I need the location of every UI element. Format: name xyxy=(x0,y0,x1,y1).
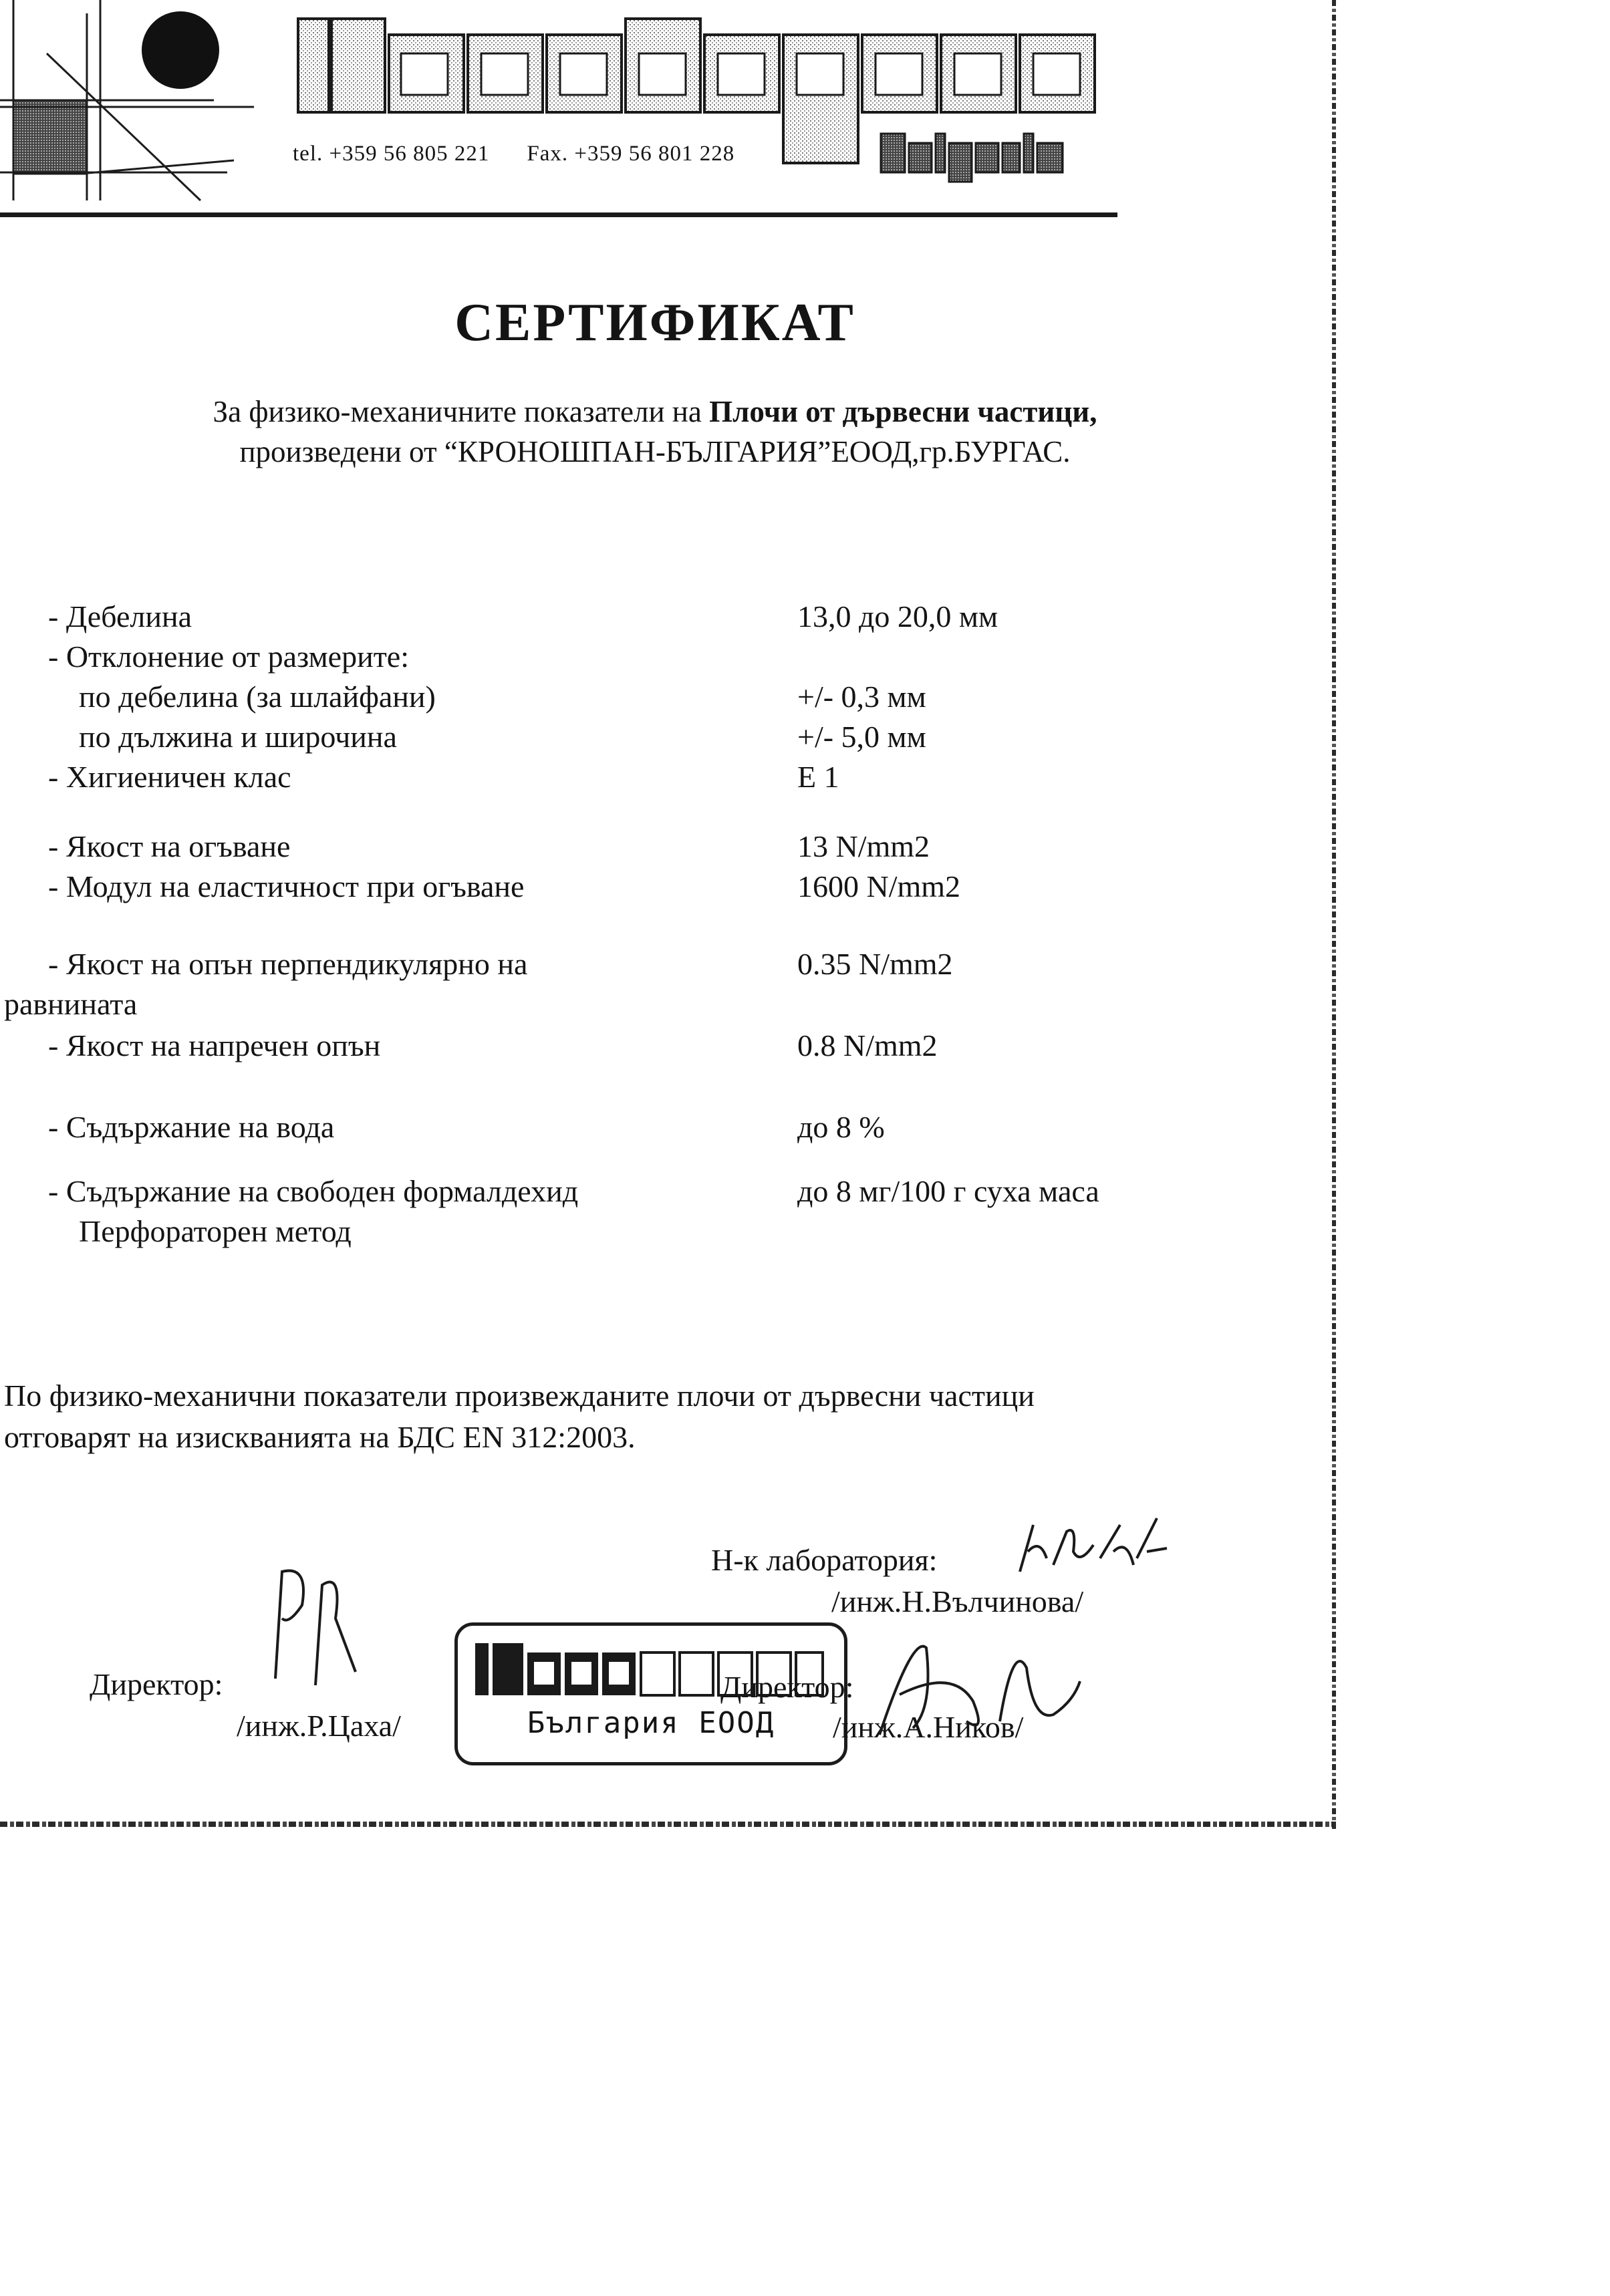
spec-label: - Якост на огъване xyxy=(48,829,291,863)
spec-value: +/- 5,0 мм xyxy=(797,720,926,754)
fax-number: Fax. +359 56 801 228 xyxy=(527,142,735,166)
scan-edge-bottom xyxy=(0,1822,1336,1827)
spec-label: по дебелина (за шлайфани) xyxy=(48,680,436,714)
spec-label: равнината xyxy=(4,987,138,1021)
document-title: СЕРТИФИКАТ xyxy=(454,293,855,352)
spec-label: - Якост на напречен опън xyxy=(48,1028,381,1062)
spec-label: - Съдържание на вода xyxy=(48,1110,335,1144)
spec-label: - Дебелина xyxy=(48,599,192,633)
director-1-title: Директор: xyxy=(90,1667,223,1701)
lab-head-name: /инж.Н.Вълчинова/ xyxy=(831,1584,1084,1618)
company-logo xyxy=(0,0,1136,207)
director-2-title: Директор: xyxy=(720,1670,854,1704)
handwritten-signature-director-1 xyxy=(262,1558,369,1692)
spec-value: 13 N/mm2 xyxy=(797,829,930,863)
director-2-name: /инж.А.Ников/ xyxy=(833,1710,1024,1744)
intro-line-1-plain: За физико-механичните показатели на xyxy=(213,395,710,428)
spec-value: Е 1 xyxy=(797,760,839,794)
spec-value: 1600 N/mm2 xyxy=(797,869,961,903)
handwritten-signature-director-2 xyxy=(873,1628,1087,1748)
conclusion-line-2: отговарят на изискванията на БДС EN 312:2003. xyxy=(4,1420,636,1454)
spec-value: 13,0 до 20,0 мм xyxy=(797,599,998,633)
logo-emblem-graphic xyxy=(0,0,254,200)
spec-label: по дължина и широчина xyxy=(48,720,397,754)
spec-label: - Хигиеничен клас xyxy=(48,760,291,794)
scan-edge-right xyxy=(1332,0,1336,1831)
contact-line xyxy=(293,142,734,166)
spec-value: до 8 % xyxy=(797,1110,885,1144)
logo-subtitle-graphic xyxy=(881,134,1063,182)
spec-label: - Отклонение от размерите: xyxy=(48,639,410,674)
conclusion-line-1: По физико-механични показатели произвежданите плочи от дървесни частици xyxy=(4,1379,1035,1413)
spec-value: 0.8 N/mm2 xyxy=(797,1028,938,1062)
spec-value: +/- 0,3 мм xyxy=(797,680,926,714)
spec-label: - Якост на опън перпендикулярно на xyxy=(48,947,528,981)
lab-head-title: Н-к лаборатория: xyxy=(711,1543,938,1577)
director-1-name: /инж.Р.Цаха/ xyxy=(237,1709,401,1743)
header-rule xyxy=(0,212,1117,217)
handwritten-signature-lab xyxy=(1013,1512,1174,1592)
spec-value: 0.35 N/mm2 xyxy=(797,947,953,981)
spec-label: Перфораторен метод xyxy=(48,1214,352,1248)
telephone-number: tel. +359 56 805 221 xyxy=(293,142,490,166)
stamp-text: България ЕООД xyxy=(527,1706,775,1740)
spec-label: - Съдържание на свободен формалдехид xyxy=(48,1174,579,1208)
intro-line-2: произведени от “КРОНОШПАН-БЪЛГАРИЯ”ЕООД,гр.БУРГАС. xyxy=(239,435,1071,468)
spec-value: до 8 мг/100 г суха маса xyxy=(797,1174,1099,1208)
intro-line-1-bold: Плочи от дървесни частици, xyxy=(709,395,1097,428)
spec-label: - Модул на еластичност при огъване xyxy=(48,869,525,903)
intro-line-1 xyxy=(0,394,1310,429)
